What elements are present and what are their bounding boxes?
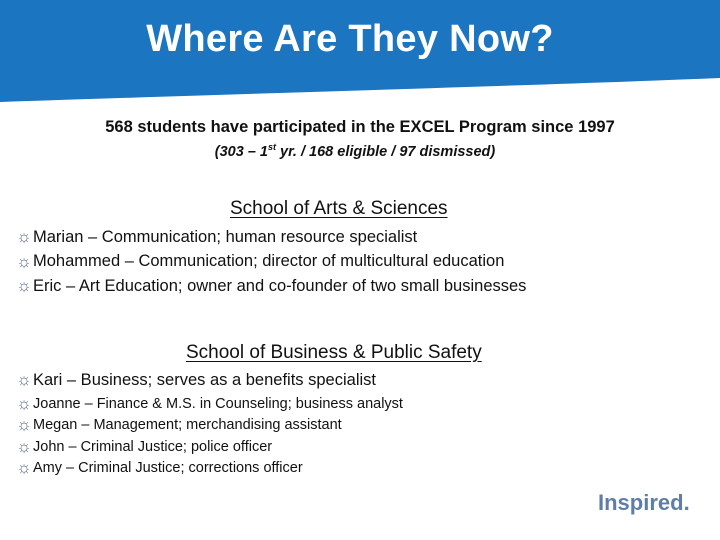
list-item-text: John – Criminal Justice; police officer <box>33 438 273 455</box>
breakdown-sup: st <box>267 142 276 153</box>
list-item <box>16 415 403 437</box>
sun-bullet-icon: ☼ <box>16 251 32 271</box>
list-item-text: Mohammed – Communication; director of multicultural education <box>33 252 505 271</box>
list-item-text: Kari – Business; serves as a benefits specialist <box>33 370 376 389</box>
participation-breakdown <box>0 144 710 160</box>
sun-bullet-icon: ☼ <box>16 227 32 247</box>
list-item-text: Amy – Criminal Justice; corrections officer <box>33 460 303 477</box>
sun-bullet-icon: ☼ <box>16 415 32 435</box>
arts-sciences-list <box>16 225 526 299</box>
breakdown-rest: yr. / 168 eligible / 97 dismissed) <box>276 144 496 160</box>
section-heading-business-public-safety: School of Business & Public Safety <box>186 342 482 363</box>
list-item <box>16 368 376 392</box>
sun-bullet-icon: ☼ <box>16 393 32 413</box>
inspired-wordmark: Inspired. <box>598 490 690 515</box>
list-item <box>16 250 526 275</box>
sun-bullet-icon: ☼ <box>16 370 32 389</box>
list-item <box>16 393 403 415</box>
list-item <box>16 274 526 299</box>
sun-bullet-icon: ☼ <box>16 276 32 296</box>
list-item-text: Megan – Management; merchandising assistant <box>33 417 342 434</box>
breakdown-open: (303 – 1 <box>214 144 268 160</box>
participation-summary: 568 students have participated in the EXCEL Program since 1997 <box>105 118 615 136</box>
section-heading-arts-sciences: School of Arts & Sciences <box>230 198 448 219</box>
list-item-text: Joanne – Finance & M.S. in Counseling; business analyst <box>33 395 403 412</box>
sun-bullet-icon: ☼ <box>16 436 32 456</box>
list-item <box>16 436 403 458</box>
list-item <box>16 458 403 480</box>
business-public-safety-list-lead <box>16 368 376 392</box>
business-public-safety-list <box>16 393 403 479</box>
list-item-text: Eric – Art Education; owner and co-founder of two small businesses <box>33 276 527 295</box>
list-item <box>16 225 526 250</box>
sun-bullet-icon: ☼ <box>16 458 32 478</box>
slide-title: Where Are They Now? <box>146 18 554 60</box>
list-item-text: Marian – Communication; human resource specialist <box>33 227 418 246</box>
